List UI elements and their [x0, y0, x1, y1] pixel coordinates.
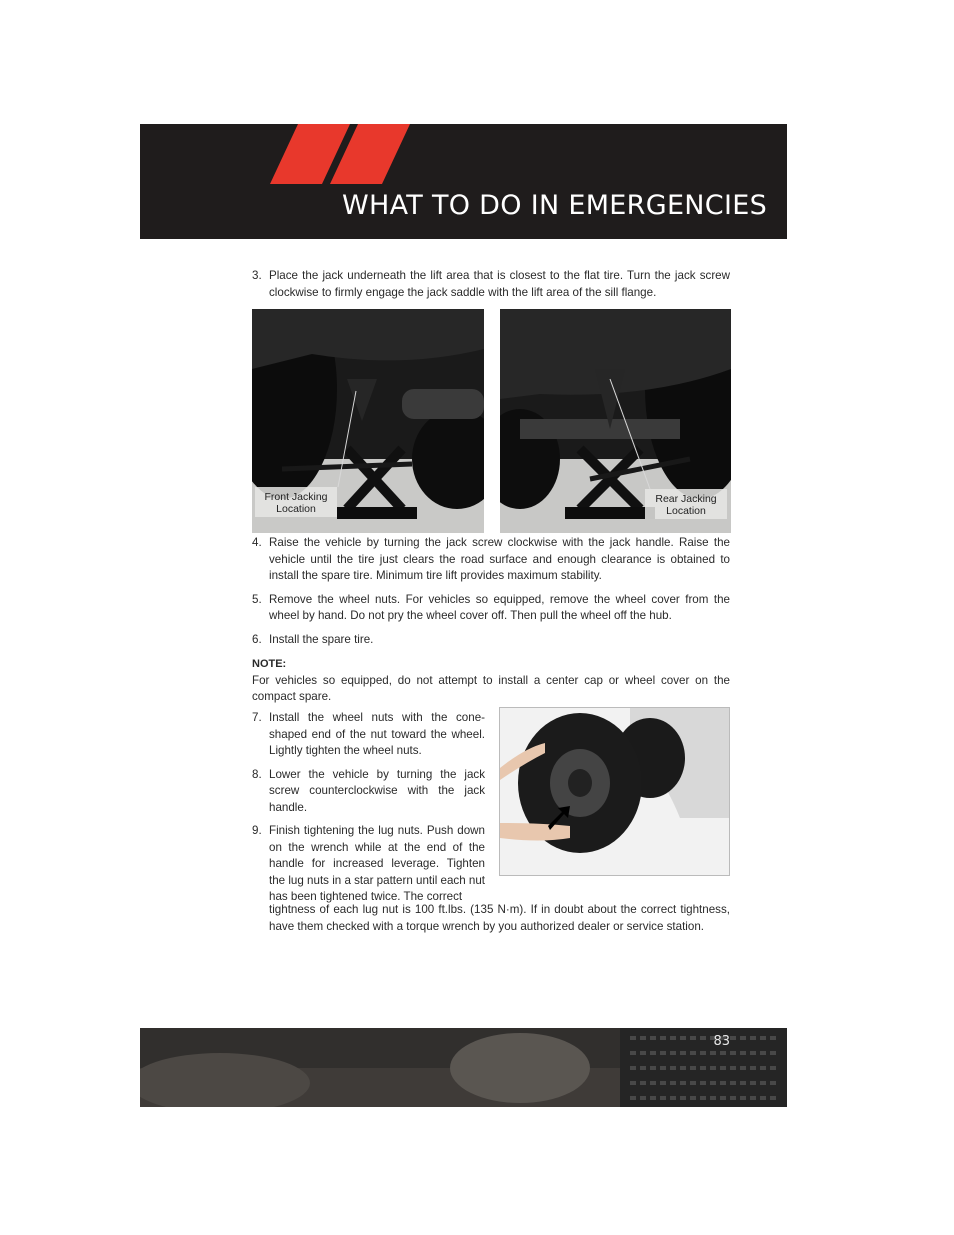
rear-jacking-label: Rear Jacking Location: [655, 493, 717, 517]
step-number: 8.: [252, 767, 262, 781]
note-title: NOTE:: [252, 658, 287, 670]
step-text: Remove the wheel nuts. For vehicles so equipped, remove the wheel cover from the wheel by hand. Do not pry the wheel cover off. Then pull the wheel off the hub.: [269, 592, 730, 622]
step-text: Finish tightening the lug nuts. Push down on the wrench while at the end of the handle for increased leverage. Tighten the lug nuts in a star pattern until each nut has been tightened twice. The correct: [269, 824, 485, 903]
step-text: Raise the vehicle by turning the jack screw clockwise with the jack handle. Raise the vehicle until the tire just clears the road surface and enough clearance is obtained to install the spare tire. Minimum tire lift provides maximum stability.: [269, 536, 730, 582]
step-text: Install the spare tire.: [269, 632, 374, 646]
brand-stripes-icon: [270, 124, 420, 186]
section-header: [140, 124, 787, 239]
step-text: Install the wheel nuts with the cone-shaped end of the nut toward the wheel. Lightly tighten the wheel nuts.: [269, 711, 485, 757]
steps-7-9: [252, 710, 485, 906]
step-number: 6.: [252, 632, 262, 646]
spare-tire-photo: [499, 707, 730, 876]
step-number: 9.: [252, 824, 262, 837]
page-title: WHAT TO DO IN EMERGENCIES: [342, 190, 768, 221]
front-jacking-photo: [252, 309, 484, 533]
step-number: 5.: [252, 592, 262, 606]
step-number: 4.: [252, 536, 262, 549]
page-number: 83: [713, 1034, 730, 1049]
rear-jacking-photo: [500, 309, 731, 533]
step-text: Place the jack underneath the lift area that is closest to the flat tire. Turn the jack screw clockwise to firmly engage the jack saddle with the lift area of the sill flange.: [269, 269, 730, 299]
step-number: 7.: [252, 711, 262, 724]
step-text: Lower the vehicle by turning the jack screw counterclockwise with the jack handle.: [269, 767, 485, 814]
note-text: For vehicles so equipped, do not attempt to install a center cap or wheel cover on the compact spare.: [252, 673, 730, 703]
step-9-continued: [252, 902, 730, 935]
front-jacking-label: Front Jacking Location: [264, 491, 328, 515]
step-text: tightness of each lug nut is 100 ft.lbs. (135 N·m). If in doubt about the correct tightness, have them checked with a torque wrench by you authorized dealer or service station.: [269, 903, 730, 933]
footer-background-image: [140, 1028, 787, 1107]
footer-banner: [140, 1028, 787, 1107]
steps-4-6: [252, 535, 730, 706]
step-3: [252, 268, 730, 301]
step-number: 3.: [252, 269, 262, 282]
